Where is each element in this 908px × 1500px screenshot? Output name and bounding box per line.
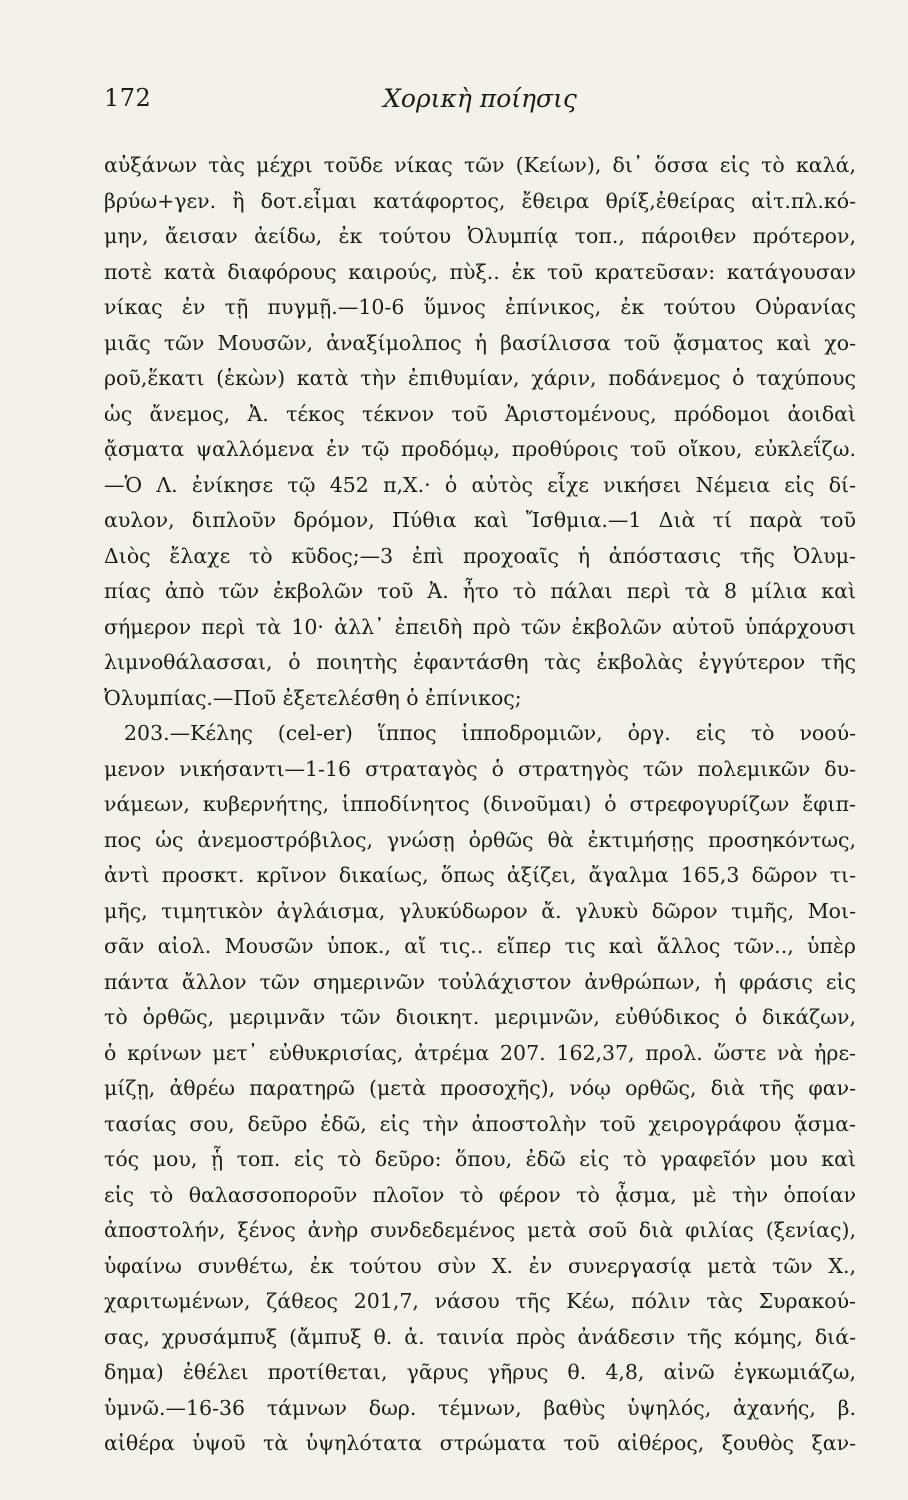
text-line: ὡς ἄνεμος, Ἀ. τέκος τέκνον τοῦ Ἀριστομένους, πρόδομοι ἀοιδαὶ (104, 401, 856, 426)
text-line: ᾄσματα ψαλλόμενα ἐν τῷ προδόμῳ, προθύροις τοῦ οἴκου, εὐκλεΐζω. (104, 437, 856, 461)
text-line: ἀντὶ προσκτ. κρῖνον δικαίως, ὅπως ἀξίζει, ἄγαλμα 165,3 δῶρον τι- (104, 863, 856, 887)
text-line: ὑμνῶ.—16-36 τάμνων δωρ. τέμνων, βαθὺς ὑψηλός, ἀχανής, β. (104, 1395, 856, 1420)
page-number: 172 (104, 84, 152, 112)
text-line: ποτὲ κατὰ διαφόρους καιρούς, πὺξ.. ἐκ τοῦ κρατεῦσαν: κατάγουσαν (104, 259, 856, 284)
text-line: ροῦ,ἕκατι (ἑκὼν) κατὰ τὴν ἐπιθυμίαν, χάριν, ποδάνεμος ὁ ταχύπους (104, 366, 856, 390)
text-line: ὁ κρίνων μετ᾿ εὐθυκρισίας, ἀτρέμα 207. 162,37, προλ. ὥστε νὰ ἠρε- (104, 1040, 856, 1065)
paragraph-end-line: Ὀλυμπίας.—Ποῦ ἐξετελέσθη ὁ ἐπίνικος; (104, 685, 522, 710)
text-line: τὸ ὀρθῶς, μεριμνᾶν τῶν διοικητ. μεριμνῶν, εὐθύδικος ὁ δικάζων, (104, 1005, 856, 1029)
text-line: μενον νικήσαντι—1-16 στραταγὸς ὁ στρατηγὸς τῶν πολεμικῶν δυ- (104, 756, 856, 781)
text-line: μίζῃ, ἀθρέω παρατηρῶ (μετὰ προσοχῆς), νόῳ ορθῶς, διὰ τῆς φαν- (104, 1076, 856, 1100)
text-line: νάμεων, κυβερνήτης, ἱπποδίνητος (δινοῦμαι) ὁ στρεφογυρίζων ἔφιπ- (104, 792, 856, 816)
text-line: λιμνοθάλασσαι, ὁ ποιητὴς ἐφαντάσθη τὰς ἐκβολὰς ἐγγύτερον τῆς (104, 650, 856, 674)
text-line: βρύω+γεν. ἢ δοτ.εἶμαι κατάφορτος, ἔθειρα θρίξ,ἐθείρας αἰτ.πλ.κό- (104, 188, 856, 213)
text-line: εἰς τὸ θαλασσοποροῦν πλοῖον τὸ φέρον τὸ ᾆσμα, μὲ τὴν ὁποίαν (104, 1182, 856, 1207)
commentary-text (104, 148, 856, 1462)
text-line: ἀποστολήν, ξένος ἀνὴρ συνδεδεμένος μετὰ σοῦ διὰ φιλίας (ξενίας), (104, 1218, 856, 1242)
text-line: μῆς, τιμητικὸν ἀγλάισμα, γλυκύδωρον ἄ. γλυκὺ δῶρον τιμῆς, Μοι- (104, 898, 856, 923)
text-line: αὐξάνων τὰς μέχρι τοῦδε νίκας τῶν (Κείων), δι᾿ ὅσσα εἰς τὸ καλά, (104, 153, 856, 177)
text-line: δημα) ἐθέλει προτίθεται, γᾶρυς γῆρυς θ. 4,8, αἰνῶ ἐγκωμιάζω, (104, 1360, 856, 1384)
running-title: Χορικὴ ποίησις (383, 84, 577, 113)
text-line: πάντα ἄλλον τῶν σημερινῶν τοὐλάχιστον ἀνθρώπων, ἡ φράσις εἰς (104, 969, 856, 994)
text-line: μην, ἄεισαν ἀείδω, ἐκ τούτου Ὀλυμπίᾳ τοπ., πάροιθεν πρότερον, (104, 224, 856, 248)
text-line: τασίας σου, δεῦρο ἐδῶ, εἰς τὴν ἀποστολὴν τοῦ χειρογράφου ᾄσμα- (104, 1111, 856, 1136)
page-header (104, 84, 856, 124)
entry-heading-line: 203.—Κέλης (cel-er) ἵππος ἱπποδρομιῶν, ὀργ. εἰς τὸ νοού- (124, 721, 856, 745)
text-line: Διὸς ἔλαχε τὸ κῦδος;—3 ἐπὶ προχοαῖς ἡ ἀπόστασις τῆς Ὀλυμ- (104, 543, 856, 568)
text-line: αἰθέρα ὑψοῦ τὰ ὑψηλότατα στρώματα τοῦ αἰθέρος, ξουθὸς ξαν- (104, 1431, 856, 1455)
text-line: πος ὡς ἀνεμοστρόβιλος, γνώσῃ ὀρθῶς θὰ ἐκτιμήσῃς προσηκόντως, (104, 827, 856, 852)
text-line: ὑφαίνω συνθέτω, ἐκ τούτου σὺν Χ. ἐν συνεργασίᾳ μετὰ τῶν Χ., (104, 1253, 856, 1278)
text-line: χαριτωμένων, ζάθεος 201,7, νάσου τῆς Κέω, πόλιν τὰς Συρακού- (104, 1289, 856, 1313)
text-line: σήμερον περὶ τὰ 10· ἀλλ᾿ ἐπειδὴ πρὸ τῶν ἐκβολῶν αὐτοῦ ὑπάρχουσι (104, 614, 856, 639)
text-line: πίας ἀπὸ τῶν ἐκβολῶν τοῦ Ἀ. ἦτο τὸ πάλαι περὶ τὰ 8 μίλια καὶ (104, 579, 856, 603)
text-line: —Ὁ Λ. ἐνίκησε τῷ 452 π,Χ.· ὁ αὐτὸς εἶχε νικήσει Νέμεια εἰς δί- (104, 472, 856, 497)
text-line: νίκας ἐν τῇ πυγμῇ.—10-6 ὕμνος ἐπίνικος, ἐκ τούτου Οὐρανίας (104, 295, 856, 319)
text-line: σᾶν αἰολ. Μουσῶν ὑποκ., αἴ τις.. εἴπερ τις καὶ ἄλλος τῶν.., ὑπὲρ (104, 934, 856, 958)
text-line: μιᾶς τῶν Μουσῶν, ἀναξίμολπος ἡ βασίλισσα τοῦ ᾄσματος καὶ χο- (104, 330, 856, 355)
text-line: σας, χρυσάμπυξ (ἄμπυξ θ. ἀ. ταινία πρὸς ἀνάδεσιν τῆς κόμης, διά- (104, 1324, 856, 1349)
text-line: αυλον, διπλοῦν δρόμον, Πύθια καὶ Ἴσθμια.—1 Διὰ τί παρὰ τοῦ (104, 508, 856, 532)
text-line: τός μου, ᾗ τοπ. εἰς τὸ δεῦρο: ὅπου, ἐδῶ εἰς τὸ γραφεῖόν μου καὶ (104, 1147, 856, 1171)
